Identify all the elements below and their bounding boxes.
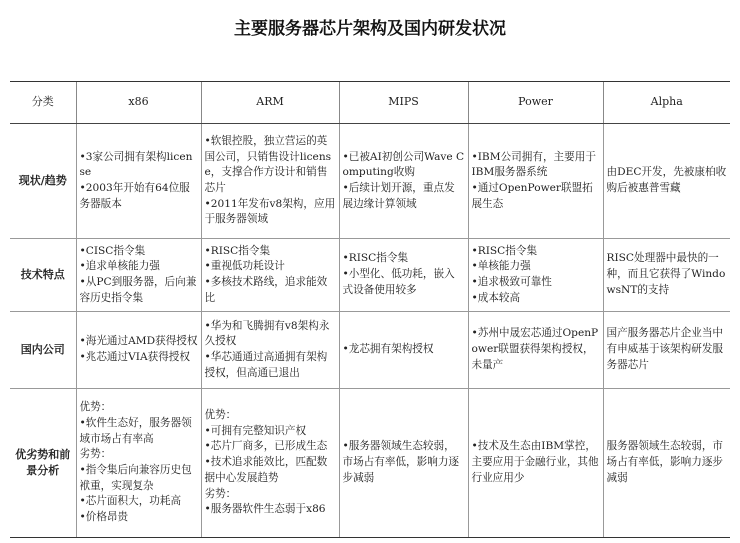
cell-line: •软银控股，独立营运的英国公司，只销售设计license，支撑合作方设计和销售芯片 [204, 134, 332, 194]
cell-line: •价格昂贵 [79, 511, 129, 524]
cell-domestic-companies-power [468, 312, 603, 389]
cell-line: •技术及生态由IBM掌控，主要应用于金融行业，其他行业应用少 [471, 440, 599, 484]
cell-line: •龙芯拥有架构授权 [342, 343, 434, 356]
cell-line: •可拥有完整知识产权 [204, 424, 307, 437]
row-label-tech-features: 技术特点 [10, 239, 76, 312]
cell-line: •追求单核能力强 [79, 260, 160, 273]
cell-status-trend-arm [201, 124, 339, 239]
cell-line: 劣势： [204, 487, 237, 500]
cell-line: •技术追求能效比，匹配数据中心发展趋势 [204, 456, 328, 484]
cell-status-trend-alpha [603, 124, 730, 239]
table-row-status-trend [10, 124, 730, 239]
cell-line: •单核能力强 [471, 260, 531, 273]
cell-pros-cons-outlook-x86 [76, 389, 201, 538]
cell-tech-features-arm [201, 239, 339, 312]
cell-line: •2003年开始有64位服务器版本 [79, 182, 190, 210]
cell-line: •RISC指令集 [471, 244, 538, 257]
architecture-comparison-table [10, 81, 730, 538]
header-mips: MIPS [339, 82, 468, 124]
cell-line: 优势： [79, 401, 112, 414]
row-label-status-trend: 现状/趋势 [10, 124, 76, 239]
cell-line: 国产服务器芯片企业当中有申威基于该架构研发服务器芯片 [606, 327, 724, 371]
table-row-domestic-companies [10, 312, 730, 389]
cell-line: •多核技术路线，追求能效比 [204, 276, 328, 304]
table-header-row [10, 82, 730, 124]
cell-line: •RISC指令集 [204, 244, 271, 257]
cell-line: •IBM公司拥有，主要用于IBM服务器系统 [471, 150, 596, 179]
cell-domestic-companies-arm [201, 312, 339, 389]
cell-line: •从PC到服务器，后向兼容历史指令集 [79, 276, 197, 304]
cell-line: •华为和飞腾拥有v8架构永久授权 [204, 319, 330, 348]
cell-tech-features-mips [339, 239, 468, 312]
cell-line: •3家公司拥有架构license [79, 150, 193, 179]
table-row-tech-features [10, 239, 730, 312]
header-category: 分类 [10, 82, 76, 124]
cell-domestic-companies-alpha [603, 312, 730, 389]
cell-status-trend-mips [339, 124, 468, 239]
cell-line: RISC处理器中最快的一种，而且它获得了WindowsNT的支持 [606, 252, 726, 296]
cell-line: •海光通过AMD获得授权 [79, 335, 198, 348]
cell-status-trend-power [468, 124, 603, 239]
cell-line: •重视低功耗设计 [204, 260, 285, 273]
cell-line: •成本较高 [471, 291, 521, 304]
cell-line: •RISC指令集 [342, 252, 409, 265]
cell-line: •服务器软件生态弱于x86 [204, 503, 326, 516]
cell-line: •通过OpenPower联盟拓展生态 [471, 182, 593, 210]
cell-line: 由DEC开发，先被康柏收购后被惠普雪藏 [606, 166, 727, 194]
cell-line: •小型化、低功耗，嵌入式设备使用较多 [342, 268, 455, 296]
cell-line: 服务器领域生态较弱，市场占有率低，影响力逐步减弱 [606, 440, 724, 484]
cell-line: •软件生态好，服务器领域市场占有率高 [79, 416, 192, 445]
header-x86: x86 [76, 82, 201, 124]
cell-pros-cons-outlook-arm [201, 389, 339, 538]
cell-line: •已被AI初创公司Wave Computing收购 [342, 150, 465, 179]
cell-line: •后续计划开源，重点发展边缘计算领域 [342, 182, 455, 210]
header-power: Power [468, 82, 603, 124]
row-label-domestic-companies: 国内公司 [10, 312, 76, 389]
cell-line: •服务器领域生态较弱，市场占有率低，影响力逐步减弱 [342, 440, 460, 484]
cell-line: •苏州中晟宏芯通过OpenPower联盟获得架构授权，未量产 [471, 327, 599, 371]
table-row-pros-cons-outlook [10, 389, 730, 538]
cell-pros-cons-outlook-power [468, 389, 603, 538]
cell-tech-features-power [468, 239, 603, 312]
header-arm: ARM [201, 82, 339, 124]
cell-domestic-companies-mips [339, 312, 468, 389]
row-label-pros-cons-outlook: 优劣势和前景分析 [10, 389, 76, 538]
cell-line: •指令集后向兼容历史包袱重，实现复杂 [79, 464, 192, 492]
cell-line: 优势： [204, 409, 237, 422]
cell-status-trend-x86 [76, 124, 201, 239]
cell-line: •2011年发布v8架构，应用于服务器领域 [204, 197, 336, 226]
header-alpha: Alpha [603, 82, 730, 124]
cell-tech-features-alpha [603, 239, 730, 312]
document-title: 主要服务器芯片架构及国内研发状况 [234, 19, 506, 39]
cell-domestic-companies-x86 [76, 312, 201, 389]
cell-line: •芯片面积大，功耗高 [79, 495, 182, 508]
cell-line: •华芯通通过高通拥有架构授权，但高通已退出 [204, 351, 328, 379]
cell-pros-cons-outlook-mips [339, 389, 468, 538]
cell-line: •芯片厂商多，已形成生态 [204, 440, 328, 453]
cell-line: •兆芯通过VIA获得授权 [79, 351, 190, 363]
cell-line: •追求极致可靠性 [471, 276, 552, 288]
cell-line: •CISC指令集 [79, 244, 146, 257]
cell-pros-cons-outlook-alpha [603, 389, 730, 538]
cell-line: 劣势： [79, 448, 112, 461]
cell-tech-features-x86 [76, 239, 201, 312]
